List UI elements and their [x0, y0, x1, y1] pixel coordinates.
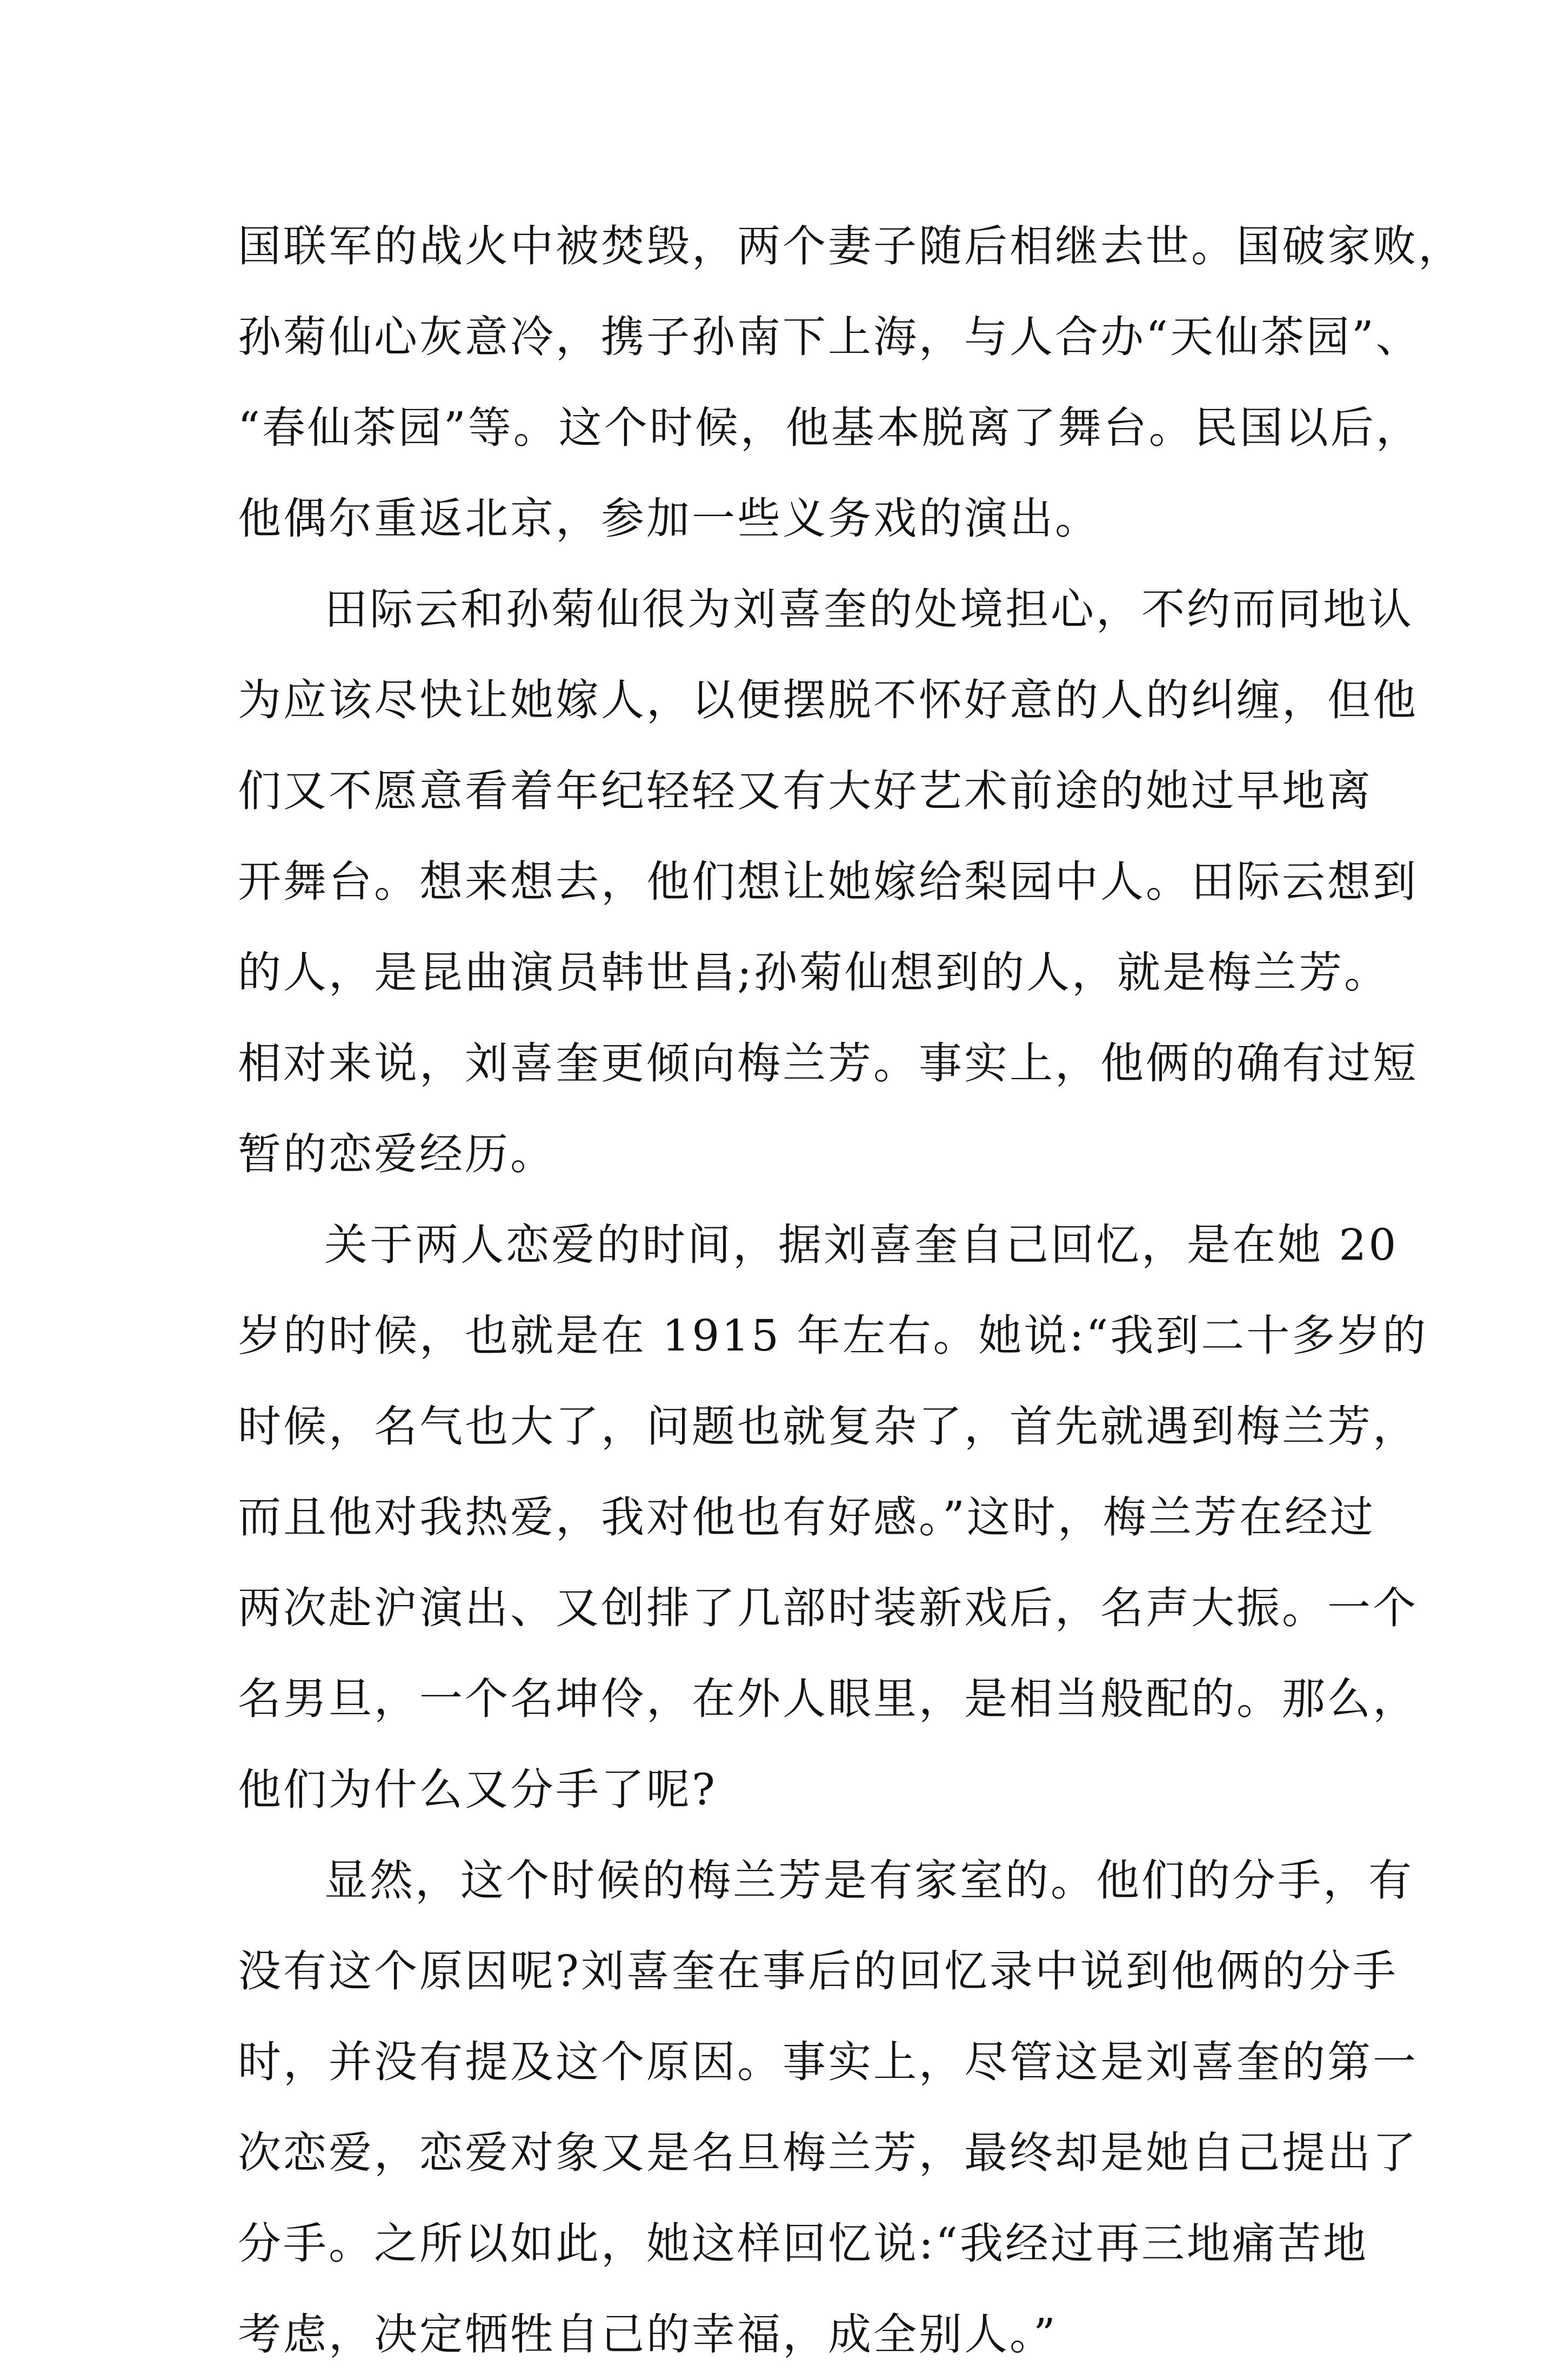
- body-text: [238, 201, 1463, 2380]
- text-line: 为应该尽快让她嫁人，以便摆脱不怀好意的人的纠缠，但他: [238, 675, 1418, 725]
- text-line: 时候，名气也大了，问题也就复杂了，首先就遇到梅兰芳，: [238, 1401, 1418, 1452]
- paragraph-first-line: 显然，这个时候的梅兰芳是有家室的。他们的分手，有: [324, 1855, 1414, 1906]
- text-line: 次恋爱，恋爱对象又是名旦梅兰芳，最终却是她自己提出了: [238, 2128, 1418, 2178]
- text-line: 的人，是昆曲演员韩世昌;孙菊仙想到的人，就是梅兰芳。: [238, 947, 1389, 998]
- text-line: 名男旦，一个名坤伶，在外人眼里，是相当般配的。那么，: [238, 1674, 1418, 1724]
- text-line: 孙菊仙心灰意冷，携子孙南下上海，与人合办“天仙茶园”、: [238, 312, 1421, 362]
- text-line: 岁的时候，也就是在 1915 年左右。她说:“我到二十多岁的: [238, 1311, 1428, 1361]
- text-line: 们又不愿意看着年纪轻轻又有大好艺术前途的她过早地离: [238, 766, 1373, 816]
- text-line: 没有这个原因呢?刘喜奎在事后的回忆录中说到他俩的分手: [238, 1946, 1398, 1996]
- text-line: 国联军的战火中被焚毁，两个妻子随后相继去世。国破家败，: [238, 221, 1463, 271]
- text-line: 他偶尔重返北京，参加一些义务戏的演出。: [238, 493, 1100, 544]
- text-line: 而且他对我热爱，我对他也有好感。”这时，梅兰芳在经过: [238, 1492, 1375, 1542]
- text-line: 分手。之所以如此，她这样回忆说:“我经过再三地痛苦地: [238, 2218, 1368, 2269]
- paragraph-first-line: 关于两人恋爱的时间，据刘喜奎自己回忆，是在她 20: [324, 1220, 1399, 1270]
- text-line: 两次赴沪演出、又创排了几部时装新戏后，名声大振。一个: [238, 1583, 1418, 1633]
- text-line: 考虑，决定牺牲自己的幸福，成全别人。”: [238, 2309, 1058, 2359]
- text-line: “春仙茶园”等。这个时候，他基本脱离了舞台。民国以后，: [238, 403, 1421, 453]
- text-line: 他们为什么又分手了呢?: [238, 1764, 717, 1815]
- paragraph-first-line: 田际云和孙菊仙很为刘喜奎的处境担心，不约而同地认: [324, 584, 1414, 634]
- text-line: 时，并没有提及这个原因。事实上，尽管这是刘喜奎的第一: [238, 2037, 1418, 2087]
- text-line: 暂的恋爱经历。: [238, 1129, 556, 1179]
- text-line: 相对来说，刘喜奎更倾向梅兰芳。事实上，他俩的确有过短: [238, 1038, 1418, 1088]
- text-line: 开舞台。想来想去，他们想让她嫁给梨园中人。田际云想到: [238, 857, 1418, 907]
